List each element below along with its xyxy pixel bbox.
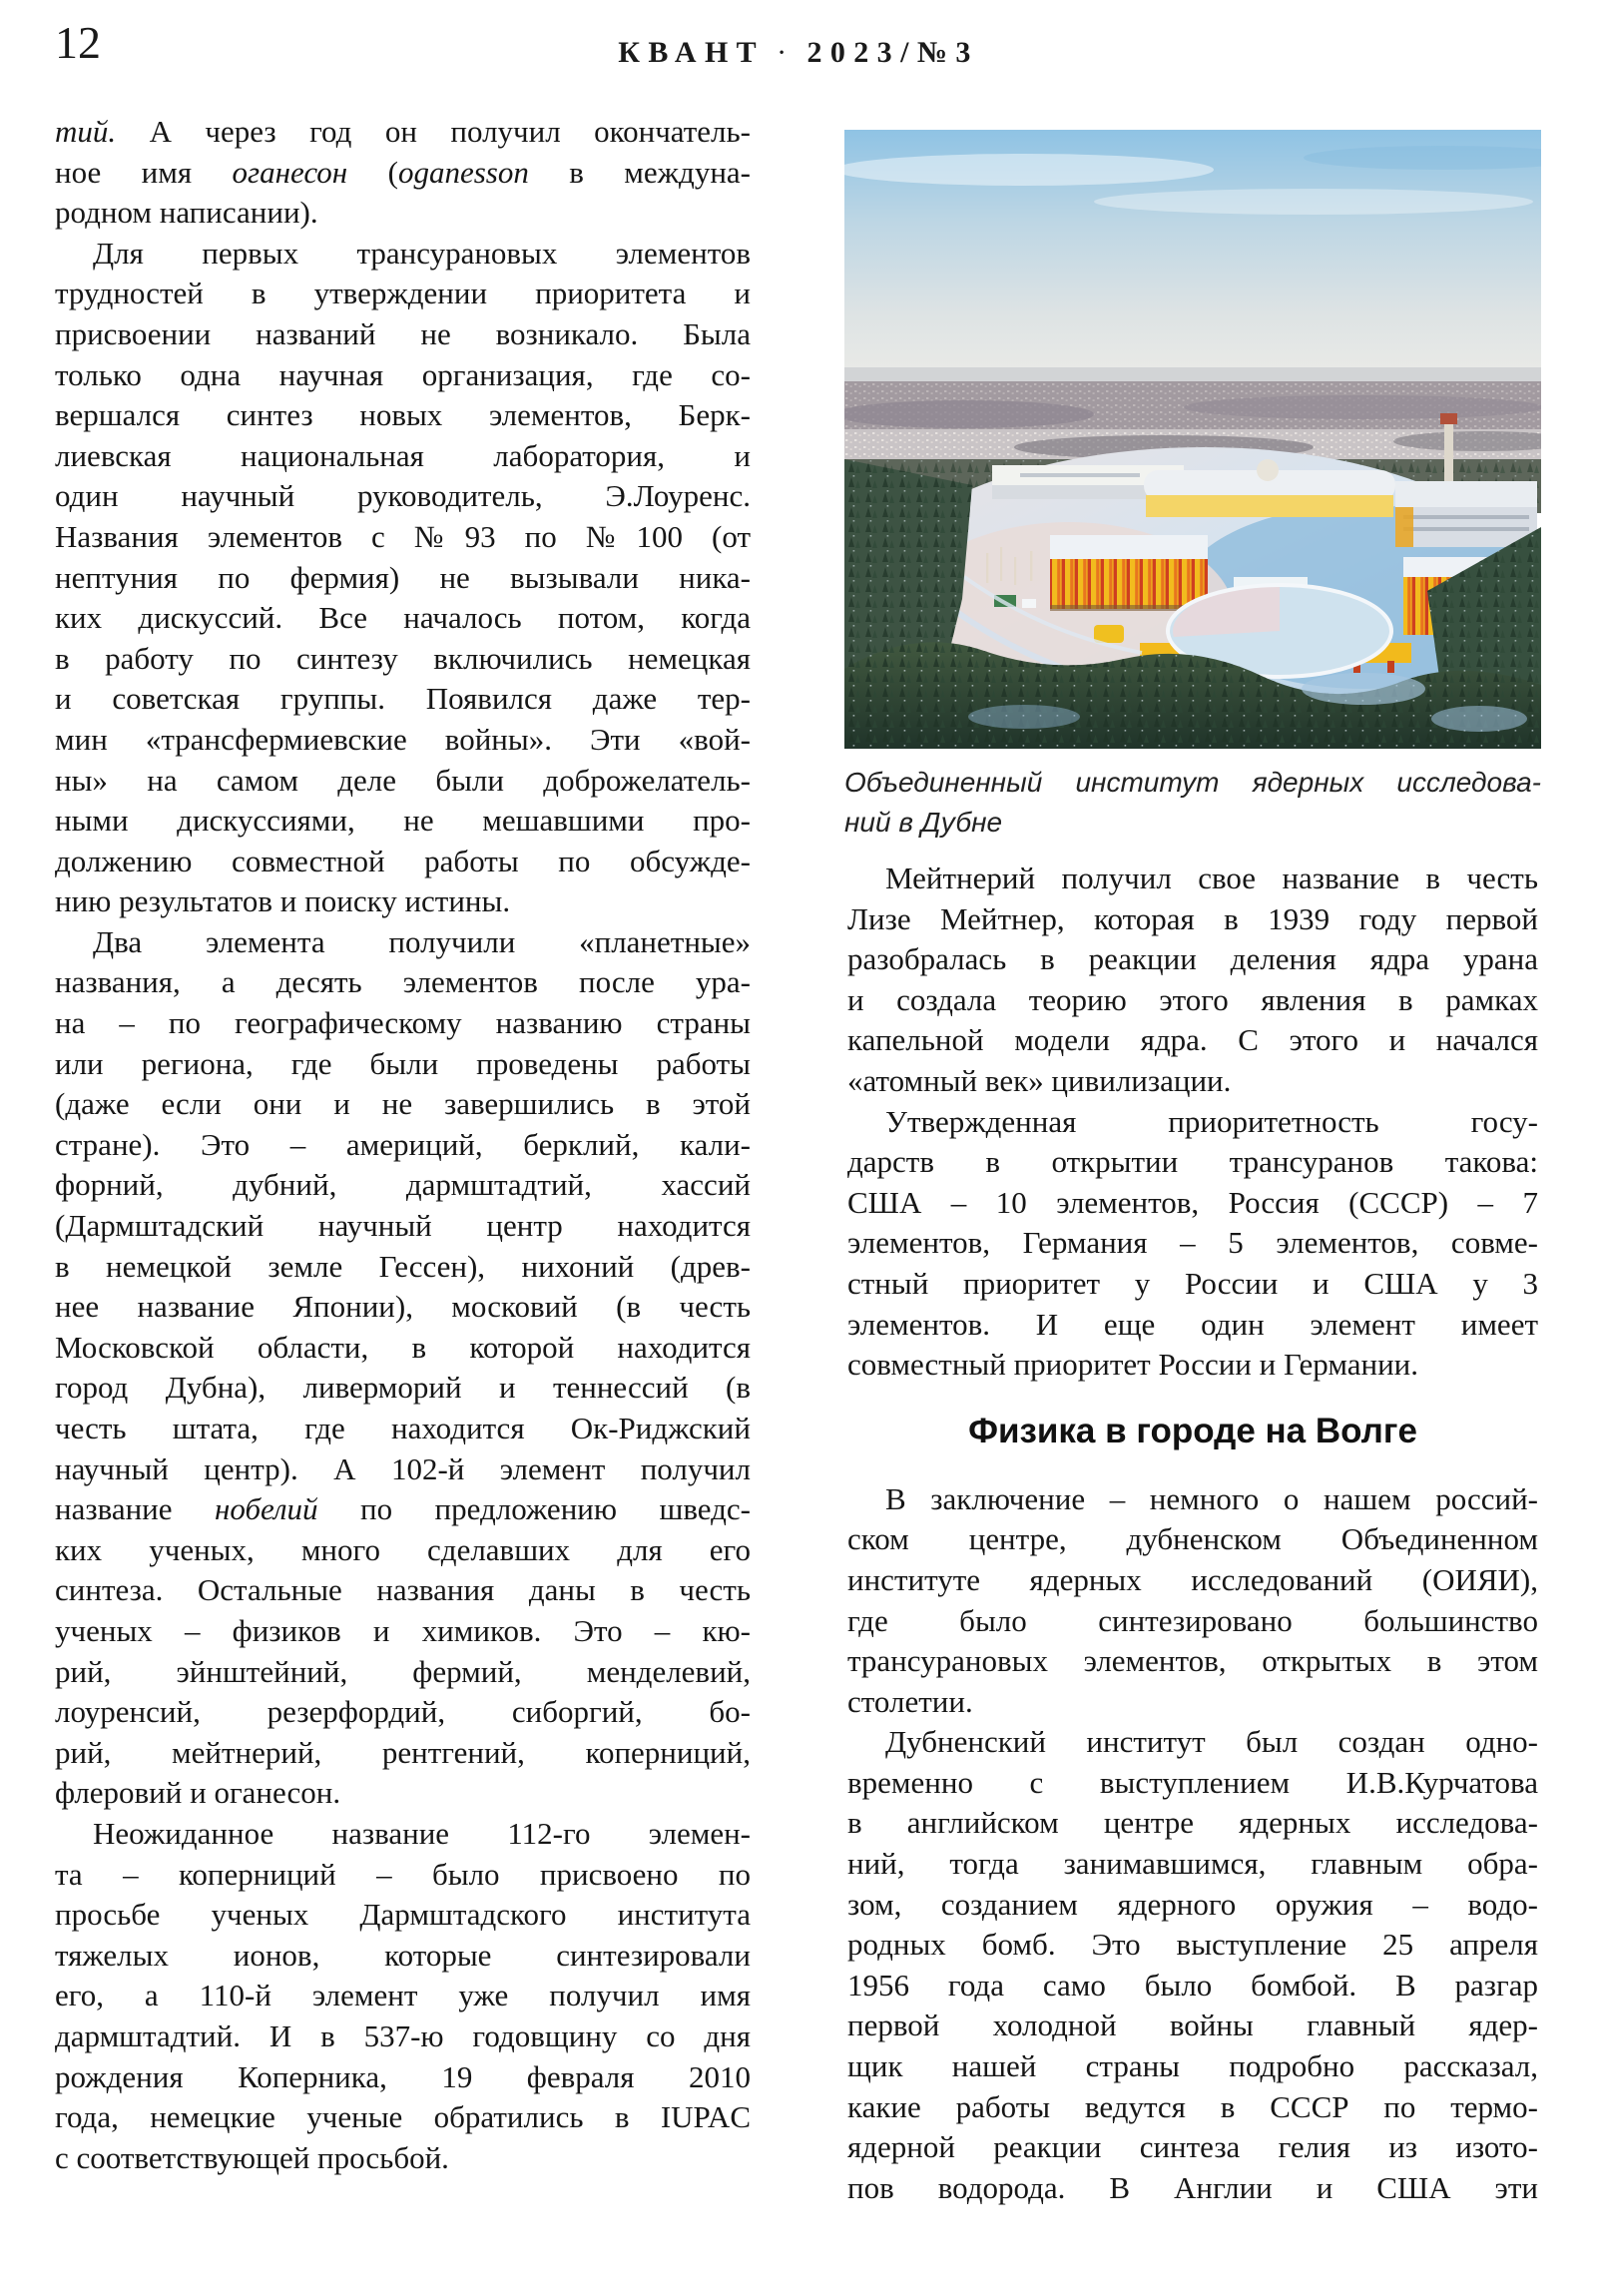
right-text-column [847, 859, 1538, 2208]
text-line: тий. А через год он получил окончатель- [55, 114, 751, 149]
text-line: с соответствующей просьбой. [55, 2139, 449, 2175]
running-head [0, 36, 1597, 70]
text-line: или региона, где были проведены работы [55, 1045, 751, 1081]
text-line: рождения Коперника, 19 февраля 2010 [55, 2058, 751, 2094]
text-line: ное имя оганесон (oganesson в междуна- [55, 154, 751, 190]
text-line: трудностей в утверждении приоритета и [55, 276, 751, 311]
text-line: лоуренсий, резерфордий, сиборгий, бо- [55, 1694, 751, 1730]
text-line: Названия элементов с №93 по №100 (от [55, 518, 751, 554]
text-line: научный центр). А 102-й элемент получил [55, 1450, 751, 1486]
institute-photo-figure [844, 130, 1541, 749]
text-line: стный приоритет у России и США у 3 [847, 1265, 1538, 1301]
text-line: должению совместной работы по обсужде- [55, 843, 751, 878]
text-line: в немецкой земле Гессен), нихоний (древ- [55, 1248, 751, 1284]
text-line: первой холодной войны главный ядер- [847, 2008, 1538, 2043]
text-line: капельной модели ядра. С этого и начался [847, 1022, 1538, 1058]
text-line: щик нашей страны подробно рассказал, [847, 2048, 1538, 2084]
text-line: года, немецкие ученые обратились в IUPAC [55, 2099, 751, 2135]
text-line: ском центре, дубненском Объединенном [847, 1521, 1538, 1557]
text-line: ких ученых, много сделавших для его [55, 1531, 751, 1567]
text-line: его, а 110-й элемент уже получил имя [55, 1978, 751, 2013]
text-line: ными дискуссиями, не мешавшими про- [55, 803, 751, 839]
text-line: Утвержденная приоритетность госу- [885, 1103, 1538, 1139]
text-line: Московской области, в которой находится [55, 1329, 751, 1365]
text-line: Неожиданное название 112-го элемен- [93, 1815, 751, 1851]
text-line: родном написании). [55, 195, 318, 231]
text-line: вершался синтез новых элементов, Берк- [55, 397, 751, 433]
text-line: название нобелий по предложению шведс- [55, 1491, 751, 1527]
text-line: ядерной реакции синтеза гелия из изото- [847, 2129, 1538, 2165]
text-line: (Дармштадский научный центр находится [55, 1208, 751, 1244]
text-line: столетии. [847, 1683, 973, 1719]
text-line: ны» на самом деле были доброжелатель- [55, 762, 751, 798]
text-line: дармштадтий. И в 537-ю годовщину со дня [55, 2017, 751, 2053]
running-head-separator: · [777, 36, 796, 69]
text-line: ученых – физиков и химиков. Это – кю- [55, 1612, 751, 1648]
text-line: пов водорода. В Англии и США эти [847, 2169, 1538, 2205]
text-line: Для первых трансурановых элементов [93, 235, 751, 271]
text-line: Дубненский институт был создан одно- [885, 1724, 1538, 1760]
text-line: временно с выступлением И.В.Курчатова [847, 1764, 1538, 1800]
text-line: та – коперниций – было присвоено по [55, 1856, 751, 1892]
text-line: честь штата, где находится Ок-Риджский [55, 1411, 751, 1445]
text-line: В заключение – немного о нашем россий- [885, 1480, 1538, 1516]
journal-title: КВАНТ [618, 36, 766, 69]
text-line: трансурановых элементов, открытых в этом [847, 1643, 1538, 1679]
left-text-column [55, 112, 751, 2178]
text-line: в английском центре ядерных исследова- [847, 1805, 1538, 1841]
text-line: 1956 года само было бомбой. В разгар [847, 1967, 1538, 2003]
text-line: названия, а десять элементов после ура- [55, 964, 751, 1000]
text-line: нее название Японии), московий (в честь [55, 1289, 751, 1325]
section-heading: Физика в городе на Волге [968, 1411, 1417, 1450]
text-line: город Дубна), ливерморий и теннессий (в [55, 1370, 751, 1406]
text-line: где было синтезировано большинство [847, 1602, 1538, 1638]
institute-aerial-photo [844, 130, 1541, 749]
page-number: 12 [55, 17, 101, 68]
text-line: и создала теорию этого явления в рамках [847, 981, 1538, 1017]
text-line: тяжелых ионов, которые синтезировали [55, 1937, 751, 1973]
text-line: рий, мейтнерий, рентгений, коперниций, [55, 1734, 751, 1770]
text-line: какие работы ведутся в СССР по термо- [847, 2088, 1538, 2124]
text-line: зом, созданием ядерного оружия – водо- [847, 1886, 1538, 1922]
text-line: Объединенный институт ядерных исследова- [844, 767, 1541, 798]
text-line: ний, тогда занимавшимся, главным обра- [847, 1846, 1538, 1882]
text-line: «атомный век» цивилизации. [847, 1062, 1232, 1098]
text-line: на – по географическому названию страны [55, 1005, 751, 1041]
text-line: только одна научная организация, где со- [55, 356, 751, 392]
right-column-part1 [847, 859, 1538, 1386]
text-line: родных бомб. Это выступление 25 апреля [847, 1927, 1538, 1963]
text-line: Лизе Мейтнер, которая в 1939 году первой [847, 900, 1538, 936]
text-line: и советская группы. Появился даже тер- [55, 681, 751, 717]
right-column-part2 [847, 1479, 1538, 2209]
text-line: США – 10 элементов, Россия (СССР) – 7 [847, 1184, 1538, 1220]
text-line: мин «трансфермиевские войны». Эти «вой- [55, 721, 751, 757]
text-line: флеровий и оганесон. [55, 1775, 341, 1811]
text-line: лиевская национальная лаборатория, и [55, 437, 751, 473]
text-line: Мейтнерий получил свое название в честь [885, 861, 1538, 895]
text-line: ких дискуссий. Все началось потом, когда [55, 600, 751, 636]
photo-sky [844, 130, 1541, 391]
text-line: разобралась в реакции деления ядра урана [847, 941, 1538, 977]
text-line: элементов, Германия – 5 элементов, совме- [847, 1225, 1538, 1261]
text-line: институте ядерных исследований (ОИЯИ), [847, 1561, 1538, 1597]
text-line: просьбе ученых Дармштадского института [55, 1897, 751, 1933]
text-line: нию результатов и поиску истины. [55, 883, 511, 919]
text-line: ний в Дубне [844, 807, 1003, 838]
text-line: нептуния по фермия) не вызывали ника- [55, 559, 751, 595]
text-line: дарств в открытии трансуранов такова: [847, 1144, 1538, 1180]
text-line: Два элемента получили «планетные» [93, 923, 751, 959]
text-line: (даже если они и не завершились в этой [55, 1086, 751, 1122]
text-line: присвоении названий не возникало. Была [55, 315, 751, 351]
issue-label: 2023/№3 [806, 36, 979, 69]
text-line: в работу по синтезу включились немецкая [55, 640, 751, 676]
text-line: синтеза. Остальные названия даны в честь [55, 1572, 751, 1608]
text-line: форний, дубний, дармштадтий, хассий [55, 1167, 751, 1203]
text-line: стране). Это – америций, берклий, кали- [55, 1126, 751, 1162]
text-line: рий, эйнштейний, фермий, менделевий, [55, 1653, 751, 1689]
text-line: совместный приоритет России и Германии. [847, 1347, 1419, 1383]
text-line: элементов. И еще один элемент имеет [847, 1306, 1538, 1342]
text-line: один научный руководитель, Э.Лоуренс. [55, 478, 751, 514]
photo-caption [844, 763, 1541, 843]
